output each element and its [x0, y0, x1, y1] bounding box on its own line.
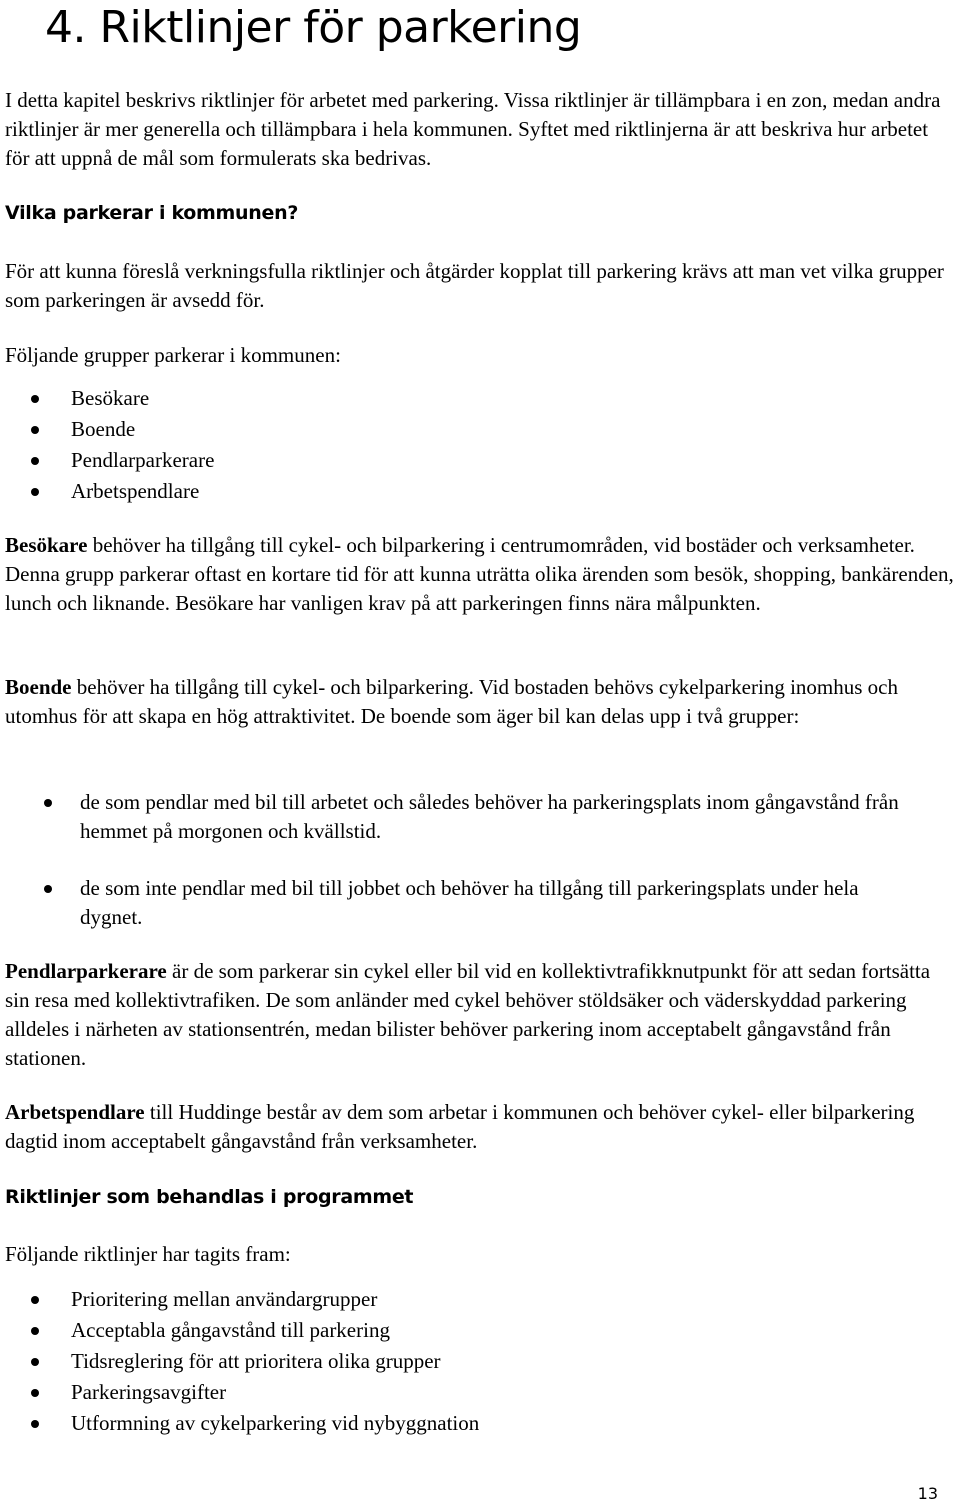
bullet-icon	[31, 488, 39, 496]
list-item: Prioritering mellan användargrupper	[5, 1284, 479, 1315]
list-item: Parkeringsavgifter	[5, 1377, 479, 1408]
commuters-term: Pendlarparkerare	[5, 959, 167, 983]
list-item: Arbetspendlare	[5, 476, 214, 507]
groups-lead-paragraph: Följande grupper parkerar i kommunen:	[5, 343, 341, 367]
residents-list	[5, 788, 957, 932]
list-item: Besökare	[5, 383, 214, 414]
workers-term: Arbetspendlare	[5, 1100, 145, 1124]
list-item: de som pendlar med bil till arbetet och således behöver ha parkeringsplats inom gångavstånd från hemmet på morgonen och kvällstid.	[5, 788, 910, 846]
visitors-term: Besökare	[5, 533, 88, 557]
list-item: Boende	[5, 414, 214, 445]
section-heading-guidelines: Riktlinjer som behandlas i programmet	[5, 1186, 414, 1208]
residents-paragraph: Boende behöver ha tillgång till cykel- och bilparkering. Vid bostaden behövs cykelparkering inomhus och utomhus för att skapa en hög attraktivitet. De boende som äger bil kan delas upp i två grupper:	[5, 675, 898, 728]
residents-term: Boende	[5, 675, 72, 699]
page-number: 13	[917, 1484, 938, 1503]
list-item: Tidsreglering för att prioritera olika grupper	[5, 1346, 479, 1377]
list-item: Acceptabla gångavstånd till parkering	[5, 1315, 479, 1346]
groups-list	[5, 383, 214, 507]
section-heading-groups: Vilka parkerar i kommunen?	[5, 202, 299, 224]
visitors-paragraph: Besökare behöver ha tillgång till cykel- och bilparkering i centrumområden, vid bostäder och verksamheter. Denna grupp parkerar oftast en kortare tid för att kunna uträtta olika ärenden som besök, shopping, bankärenden, lunch och liknande. Besökare har vanligen krav på att parkeringen finns nära målpunkten.	[5, 533, 954, 615]
workers-paragraph: Arbetspendlare till Huddinge består av dem som arbetar i kommunen och behöver cykel- eller bilparkering dagtid inom acceptabelt gångavstånd från verksamheter.	[5, 1100, 915, 1153]
bullet-icon	[31, 395, 39, 403]
bullet-icon	[31, 1358, 39, 1366]
bullet-icon	[31, 426, 39, 434]
guidelines-lead-paragraph: Följande riktlinjer har tagits fram:	[5, 1242, 291, 1266]
commuters-paragraph: Pendlarparkerare är de som parkerar sin cykel eller bil vid en kollektivtrafikknutpunkt för att sedan fortsätta sin resa med kollektivtrafiken. De som anländer med cykel behöver stöldsäker och väderskyddad parkering alldeles i närheten av stationsentrén, medan bilister behöver parkering inom acceptabelt gångavstånd från stationen.	[5, 959, 931, 1070]
bullet-icon	[31, 1296, 39, 1304]
list-item: Pendlarparkerare	[5, 445, 214, 476]
chapter-title: 4. Riktlinjer för parkering	[45, 2, 582, 53]
bullet-icon	[44, 885, 52, 893]
bullet-icon	[31, 1420, 39, 1428]
bullet-icon	[31, 1389, 39, 1397]
bullet-icon	[44, 799, 52, 807]
bullet-icon	[31, 1327, 39, 1335]
list-item: de som inte pendlar med bil till jobbet och behöver ha tillgång till parkeringsplats under hela dygnet.	[5, 874, 910, 932]
bullet-icon	[31, 457, 39, 465]
intro-paragraph: I detta kapitel beskrivs riktlinjer för arbetet med parkering. Vissa riktlinjer är tillämpbara i en zon, medan andra riktlinjer är mer generella och tillämpbara i hela kommunen. Syftet med riktlinjerna är att beskriva hur arbetet för att uppnå de mål som formulerats ska bedrivas.	[5, 88, 941, 170]
list-item: Utformning av cykelparkering vid nybyggnation	[5, 1408, 479, 1439]
groups-intro-paragraph: För att kunna föreslå verkningsfulla riktlinjer och åtgärder kopplat till parkering krävs att man vet vilka grupper som parkeringen är avsedd för.	[5, 259, 944, 312]
guidelines-list	[5, 1284, 479, 1439]
